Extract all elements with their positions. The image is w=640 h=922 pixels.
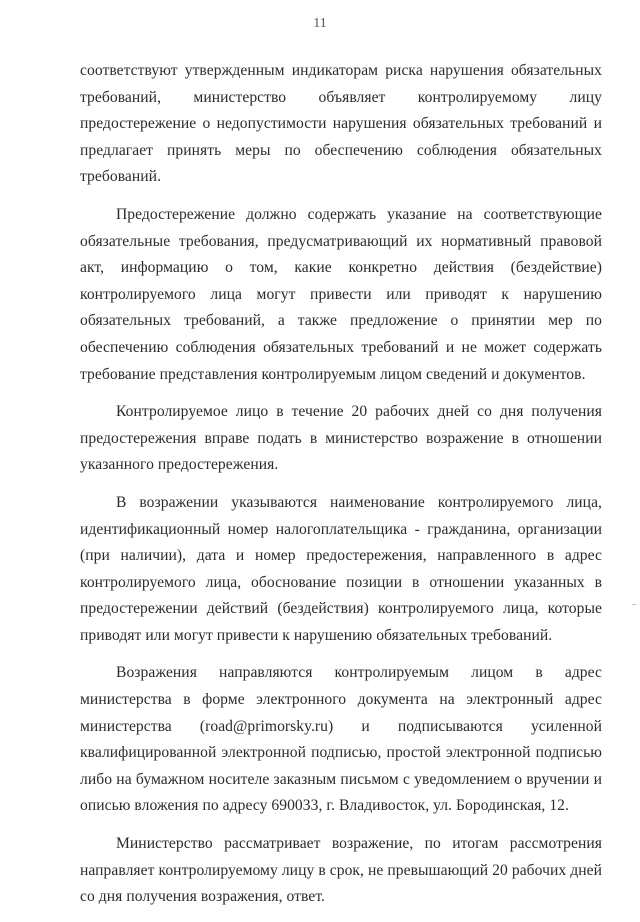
paragraph-warning-content: Предостережение должно содержать указание на соответствующие обязательные требования, предусматривающий их нормативный правовой акт, информацию о том, какие конкретно действия (бездействие) контролируемого лица могут привести или приводят к нарушению обязательных требований, а также предложение о принятии мер по обеспечению соблюдения обязательных требований и не может содержать требование представления контролируемым лицом сведений и документов. [80,205,602,383]
scan-artifact [632,604,636,605]
paragraph-objection-contents: В возражении указываются наименование контролируемого лица, идентификационный номер налогоплательщика - гражданина, организации (при наличии), дата и номер предостережения, направленного в адрес контролируемого лица, обоснование позиции в отношении указанных в предостережении действий (бездействия) контролируемого лица, которые приводят или могут привести к нарушению обязательных требований. [80,493,602,644]
document-body [80,58,602,922]
paragraph-ministry-review: Министерство рассматривает возражение, по итогам рассмотрения направляет контролируемому лицу в срок, не превышающий 20 рабочих дней со дня получения возражения, ответ. [80,835,602,906]
page-number: 11 [313,16,327,31]
paragraph-continuation: соответствуют утвержденным индикаторам риска нарушения обязательных требований, министерство объявляет контролируемому лицу предостережение о недопустимости нарушения обязательных требований и предлагает принять меры по обеспечению соблюдения обязательных требований. [80,62,602,186]
paragraph-objection-submission: Возражения направляются контролируемым лицом в адрес министерства в форме электронного документа на электронный адрес министерства (road@primorsky.ru) и подписываются усиленной квалифицированной электронной подписью, простой электронной подписью либо на бумажном носителе заказным письмом с уведомлением о вручении и описью вложения по адресу 690033, г. Владивосток, ул. Бородинская, 12. [80,664,602,815]
paragraph-objection-deadline: Контролируемое лицо в течение 20 рабочих дней со дня получения предостережения вправе подать в министерство возражение в отношении указанного предостережения. [80,403,602,474]
